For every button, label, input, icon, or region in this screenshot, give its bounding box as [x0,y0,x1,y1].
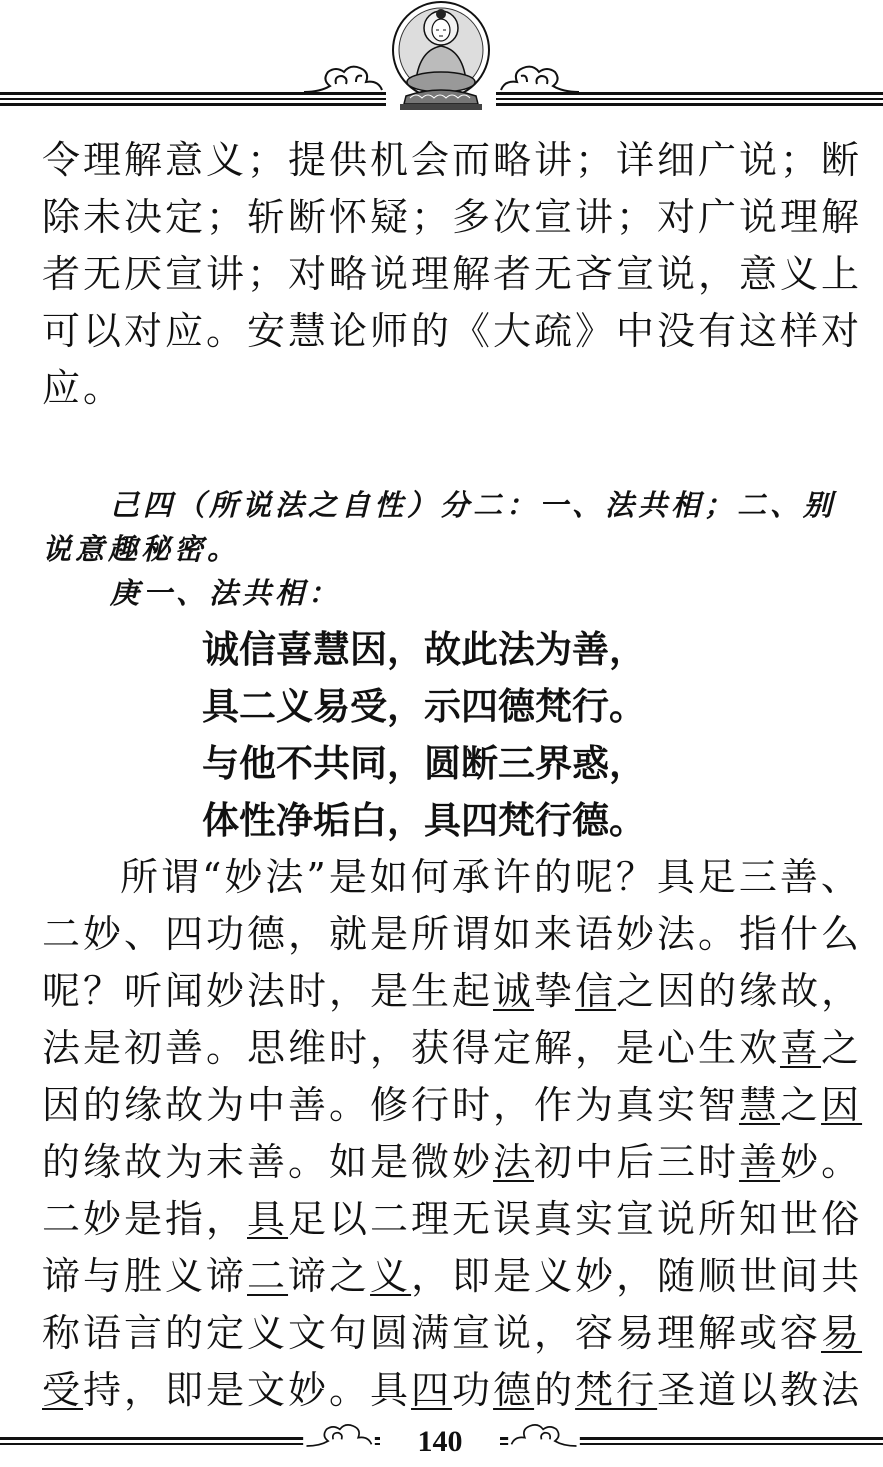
cloud-icon [497,62,583,98]
text-line: 受持，即是文妙。具四功德的梵行圣道以教法 [42,1368,863,1412]
text-line: 所谓“妙法”是如何承许的呢？具足三善、 [120,855,862,899]
buddha-emblem-icon [386,0,496,112]
section-heading-cont: 说意趣秘密。 [42,532,241,566]
text-line: 谛与胜义谛二谛之义，即是义妙，随顺世间共 [42,1254,863,1298]
cloud-icon [300,1421,378,1451]
subsection-heading: 庚一、法共相： [110,576,342,610]
cloud-icon [300,62,386,98]
text-line: 者无厌宣讲；对略说理解者无吝宣说，意义上 [42,252,863,296]
verse-line: 与他不共同，圆断三界惑， [202,742,646,785]
verse-line: 体性净垢白，具四梵行德。 [202,799,646,842]
text-line: 的缘故为末善。如是微妙法初中后三时善妙。 [42,1140,863,1184]
page-header [0,0,883,115]
text-line: 令理解意义；提供机会而略讲；详细广说；断 [42,138,863,182]
text-line: 二妙是指，具足以二理无误真实宣说所知世俗 [42,1197,863,1241]
text-line: 可以对应。安慧论师的《大疏》中没有这样对 [42,309,863,353]
text-line: 二妙、四功德，就是所谓如来语妙法。指什么 [42,912,863,956]
cloud-icon [505,1421,583,1451]
text-line: 除未决定；斩断怀疑；多次宣讲；对广说理解 [42,195,863,239]
verse-line: 具二义易受，示四德梵行。 [202,685,646,728]
text-line: 法是初善。思维时，获得定解，是心生欢喜之 [42,1026,863,1070]
page-content [42,132,863,1419]
text-line: 称语言的定义文句圆满宣说，容易理解或容易 [42,1311,863,1355]
text-line: 呢？听闻妙法时，是生起诚挚信之因的缘故， [42,969,863,1013]
text-line: 因的缘故为中善。修行时，作为真实智慧之因 [42,1083,863,1127]
page-number: 140 [380,1425,500,1459]
section-heading: 己四（所说法之自性）分二：一、法共相；二、别 [110,488,837,522]
verse-line: 诚信喜慧因，故此法为善， [202,628,646,671]
page-footer [0,1415,883,1467]
text-line: 应。 [42,366,125,410]
